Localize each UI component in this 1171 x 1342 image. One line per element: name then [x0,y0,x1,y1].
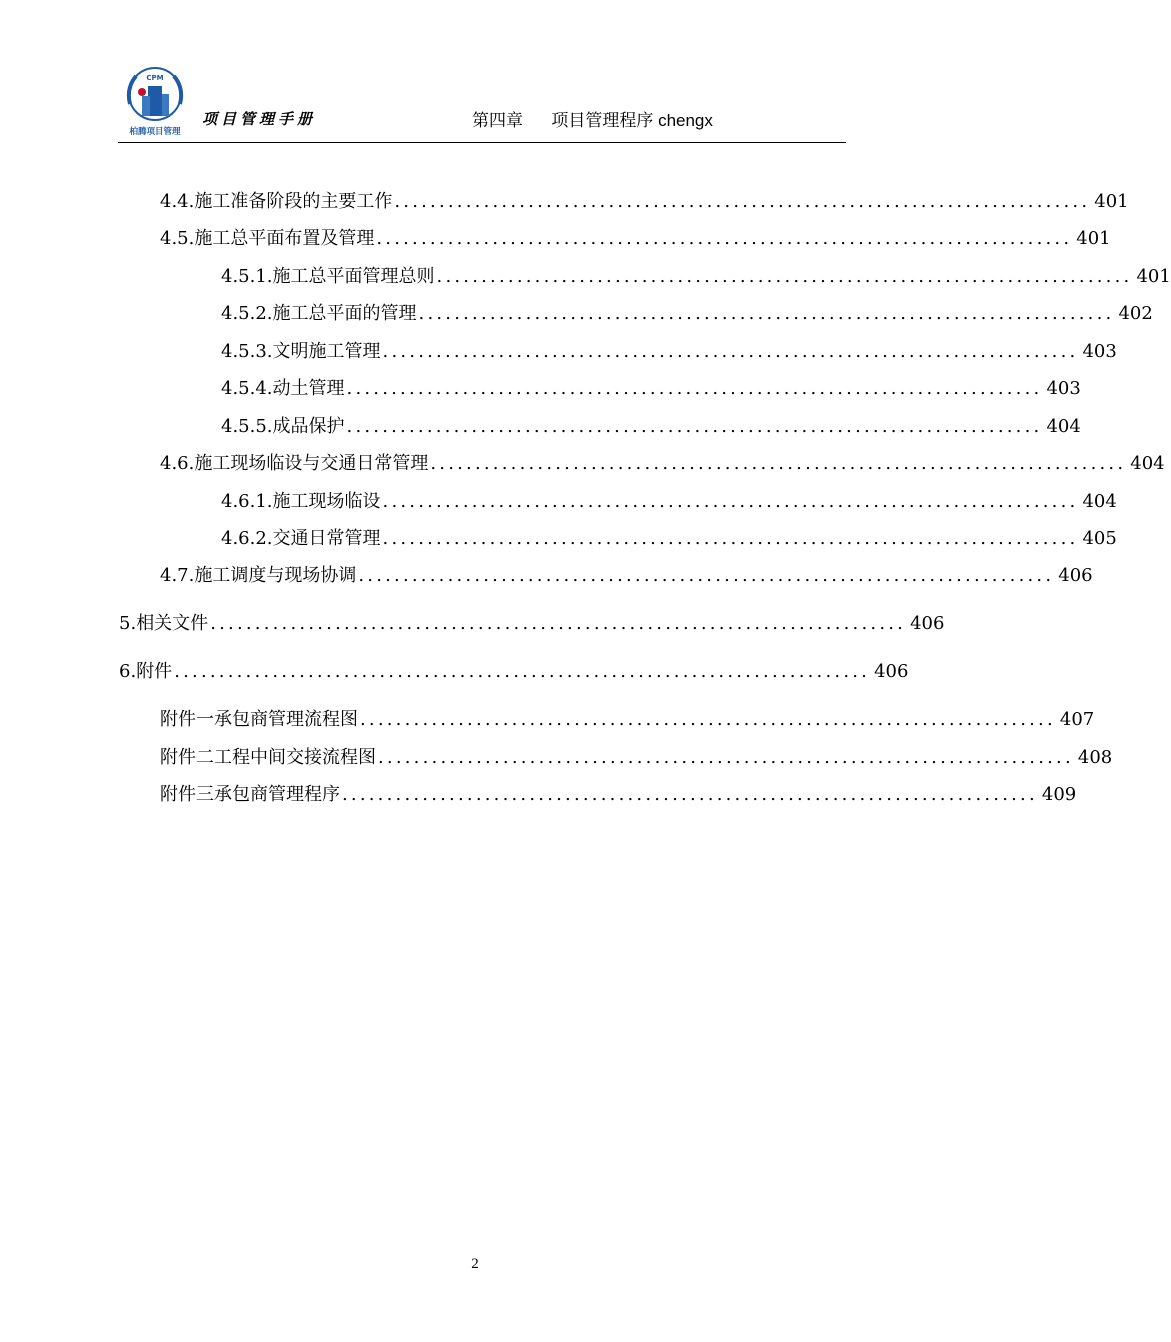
toc-entry-number: 4.6.2. [221,528,273,549]
toc-leader: .............................................................................. [376,228,1073,249]
toc-entry[interactable] [160,746,1113,770]
toc-entry-title: 附件 [136,661,173,682]
toc-leader: .............................................................................. [382,491,1079,512]
svg-text:柏腾项目管理: 柏腾项目管理 [129,127,181,137]
toc-entry-page: 409 [1041,784,1077,805]
toc-entry[interactable] [221,302,1153,326]
toc-entry-title: 施工现场临设 [272,491,381,512]
toc-leader: .............................................................................. [346,416,1043,437]
toc-leader: .............................................................................. [394,191,1091,212]
page-number: 2 [471,1256,479,1272]
toc-entry-number: 4.7. [160,565,195,586]
toc-entry-page: 402 [1118,303,1153,324]
chapter-number: 第四章 [472,111,523,130]
toc-entry-page: 401 [1094,191,1129,212]
toc-entry-title: 文明施工管理 [272,341,381,362]
toc-entry[interactable] [160,783,1077,807]
toc-entry-page: 403 [1046,378,1081,399]
toc-leader: .............................................................................. [418,303,1115,324]
toc-entry[interactable] [221,265,1171,289]
toc-entry-title: 动土管理 [272,378,345,399]
toc-entry-number: 5. [119,613,137,634]
manual-title: 项目管理手册 [202,110,317,128]
toc-entry-page: 406 [874,661,909,682]
toc-entry[interactable] [160,564,1093,588]
toc-entry-number: 4.5.4. [221,378,273,399]
header-divider [118,142,846,143]
toc-entry[interactable] [160,190,1129,214]
toc-entry-number: 4.6.1. [221,491,273,512]
toc-entry-page: 403 [1082,341,1117,362]
toc-entry[interactable] [221,340,1117,364]
toc-entry-number: 附件一 [160,709,214,730]
toc-leader: .............................................................................. [382,341,1079,362]
toc-entry-title: 工程中间交接流程图 [214,747,376,768]
toc-entry-title: 交通日常管理 [272,528,381,549]
toc-entry-page: 406 [910,613,945,634]
toc-entry-title: 相关文件 [136,613,209,634]
toc-entry[interactable] [119,612,945,636]
toc-leader: .............................................................................. [430,453,1127,474]
toc-leader: .............................................................................. [342,784,1038,805]
toc-entry-number: 4.5.1. [221,266,273,287]
toc-entry-number: 4.5. [160,228,195,249]
toc-entry[interactable] [221,490,1117,514]
toc-leader: .............................................................................. [358,565,1055,586]
toc-leader: .............................................................................. [360,709,1056,730]
toc-entry[interactable] [221,527,1117,551]
page-header [118,60,846,142]
toc-entry-title: 承包商管理流程图 [214,709,358,730]
toc-leader: .............................................................................. [378,747,1074,768]
toc-entry[interactable] [119,660,909,684]
company-logo-icon [122,64,188,138]
toc-entry-number: 6. [119,661,137,682]
toc-entry-page: 404 [1082,491,1117,512]
toc-entry-number: 4.4. [160,191,195,212]
toc-entry-page: 408 [1077,747,1113,768]
toc-entry-number: 附件三 [160,784,214,805]
toc-leader: .............................................................................. [174,661,871,682]
toc-entry-number: 4.5.3. [221,341,273,362]
toc-entry-title: 施工现场临设与交通日常管理 [194,453,429,474]
toc-entry-title: 承包商管理程序 [214,784,340,805]
toc-entry-page: 407 [1059,709,1095,730]
toc-leader: .............................................................................. [346,378,1043,399]
toc-entry-page: 401 [1076,228,1111,249]
toc-entry[interactable] [160,227,1111,251]
toc-entry-title: 施工总平面的管理 [272,303,417,324]
chapter-name: 项目管理程序 chengx [551,111,713,130]
toc-entry-title: 施工总平面管理总则 [272,266,435,287]
toc-entry-page: 401 [1136,266,1171,287]
toc-entry-number: 4.5.2. [221,303,273,324]
toc-leader: .............................................................................. [210,613,907,634]
toc-entry-page: 405 [1082,528,1117,549]
chapter-title [472,106,713,131]
toc-entry-number: 附件二 [160,747,214,768]
toc-entry-page: 406 [1058,565,1093,586]
toc-entry-title: 施工调度与现场协调 [194,565,357,586]
toc-entry[interactable] [221,377,1081,401]
toc-entry[interactable] [160,708,1095,732]
toc-leader: .............................................................................. [382,528,1079,549]
svg-text:CPM: CPM [146,74,164,82]
toc-entry-number: 4.6. [160,453,195,474]
toc-entry-title: 施工总平面布置及管理 [194,228,375,249]
toc-entry[interactable] [160,452,1165,476]
toc-entry-number: 4.5.5. [221,416,273,437]
toc-entry-page: 404 [1046,416,1081,437]
toc-entry-title: 成品保护 [272,416,345,437]
toc-leader: .............................................................................. [436,266,1133,287]
toc-entry[interactable] [221,415,1081,439]
toc-entry-page: 404 [1130,453,1165,474]
toc-entry-title: 施工准备阶段的主要工作 [194,191,393,212]
